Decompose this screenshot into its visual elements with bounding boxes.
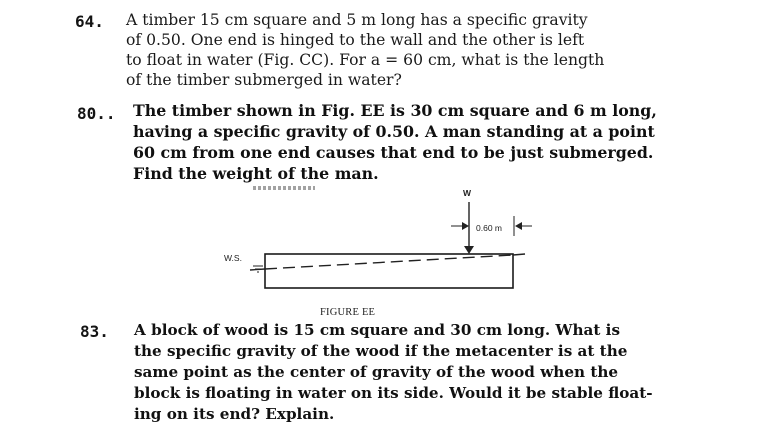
dimension-label: 0.60 m [476,223,502,233]
problem-number: 80.. [77,104,116,123]
figure-ee [215,186,545,316]
problem-text-line: same point as the center of gravity of the wood when the [134,363,619,381]
problem-text-line: to float in water (Fig. CC). For a = 60 cm, what is the length [126,51,605,69]
problem-text-line: having a specific gravity of 0.50. A man standing at a point [133,122,655,141]
water-surface-line-inside [265,255,513,269]
problem-number: 83. [80,322,109,341]
problem-text-line: of the timber submerged in water? [126,71,402,89]
problem-text-line: 60 cm from one end causes that end to be just submerged. [133,143,654,162]
problem-text-line: the specific gravity of the wood if the metacenter is at the [134,342,628,360]
problem-text-line: block is floating in water on its side. Would it be stable float- [134,384,653,402]
load-label: W [463,188,472,198]
water-surface-line-right [513,254,525,255]
timber-beam [265,254,513,288]
timber-diagram [215,186,545,316]
problem-text-line: ing on its end? Explain. [134,405,335,423]
problem-text-line: The timber shown in Fig. EE is 30 cm square and 6 m long, [133,101,657,120]
figure-caption: FIGURE EE [320,307,376,318]
problem-text-line: of 0.50. One end is hinged to the wall and the other is left [126,31,585,49]
water-surface-label: W.S. [224,253,242,263]
problem-text-line: Find the weight of the man. [133,164,379,183]
problem-number: 64. [75,12,104,31]
problem-text-line: A timber 15 cm square and 5 m long has a specific gravity [126,11,588,29]
load-arrowhead [464,246,474,254]
problem-text-line: A block of wood is 15 cm square and 30 cm long. What is [134,321,620,339]
